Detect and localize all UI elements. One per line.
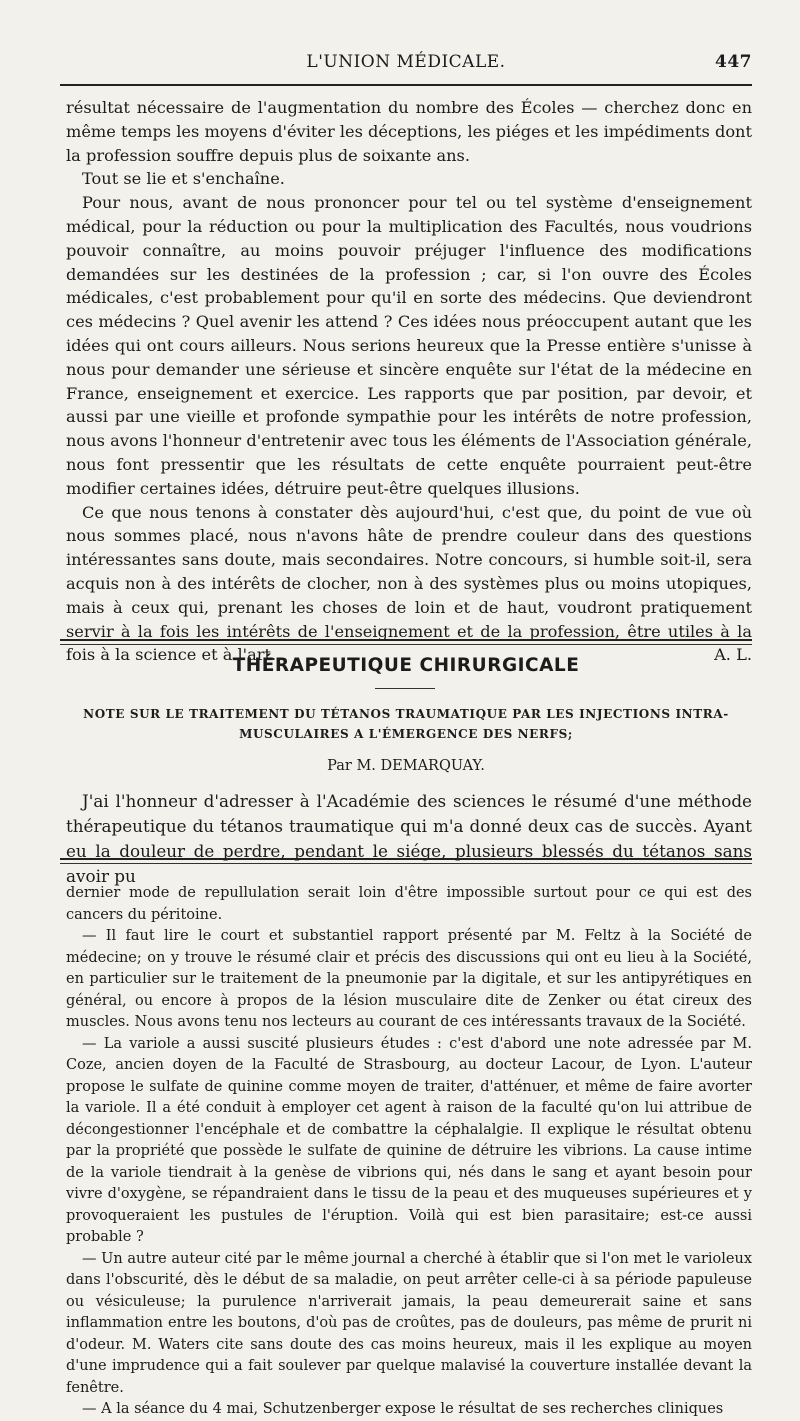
feuilleton-rule (60, 858, 752, 860)
paragraph (66, 501, 752, 668)
paragraph: résultat nécessaire de l'augmentation du nombre des Écoles — cherchez donc en même temps les moyens d'éviter les déceptions, les piéges et les impédiments dont la profession souffre depuis plus de soixante ans. (66, 98, 752, 165)
journal-title: L'UNION MÉDICALE. (306, 52, 506, 72)
paragraph: — Un autre auteur cité par le même journal a cherché à établir que si l'on met le varioleux dans l'obscurité, dès le début de sa maladie, on peut arrêter celle-ci à sa période papuleuse ou vésiculeuse; la purulence n'arriverait jamais, la peau demeurerait saine et sans inflammation entre les boutons, d'où pas de croûtes, pas de douleurs, pas même de prurit ni d'odeur. M. Waters cite sans doute des cas moins heureux, mais il les explique au moyen d'une imprudence qui a fait soulever par quelque malavisé la couverture installée devant la fenêtre. (66, 1250, 752, 1396)
paragraph: Pour nous, avant de nous prononcer pour tel ou tel système d'enseignement médical, pour la réduction ou pour la multiplication des Facultés, nous voudrions pouvoir connaître, au moins pouvoir préjuger l'influence des modifications demandées sur les destinées de la profession ; car, si l'on ouvre des Écoles médicales, c'est probablement pour qu'il en sorte des médecins. Que deviendront ces médecins ? Quel avenir les attend ? Ces idées nous préoccupent autant que les idées qui ont cours ailleurs. Nous serions heureux que la Presse entière s'unisse à nous pour demander une sérieuse et sincère enquête sur l'état de la médecine en France, enseignement et exercice. Les rapports que par position, par devoir, et aussi par une vieille et profonde sympathie pour les intérêts de notre profession, nous avons l'honneur d'entretenir avec tous les éléments de l'Association générale, nous font pressentir que les résultats de cette enquête pourraient peut-être modifier certaines idées, détruire peut-être quelques illusions. (66, 193, 752, 498)
paragraph: — Il faut lire le court et substantiel rapport présenté par M. Feltz à la Société de médecine; on y trouve le résumé clair et précis des discussions qui ont eu lieu à la Société, en particulier sur le traitement de la pneumonie par la digitale, et sur les antipyrétiques en général, ou encore à propos de la lésion musculaire dite de Zenker ou état cireux des muscles. Nous avons tenu nos lecteurs au courant de ces intéressants travaux de la Société. (66, 928, 752, 1030)
page-number: 447 (715, 52, 752, 72)
title-divider (375, 688, 435, 689)
article-title (60, 704, 752, 744)
paragraph: Tout se lie et s'enchaîne. (82, 169, 285, 189)
paragraph: — A la séance du 4 mai, Schutzenberger expose le résultat de ses recherches cliniques (82, 1401, 724, 1417)
section-rule-top (60, 639, 752, 641)
feuilleton-text (66, 883, 752, 1421)
author-byline: Par M. DEMARQUAY. (327, 758, 485, 774)
paragraph: — La variole a aussi suscité plusieurs études : c'est d'abord une note adressée par M. Coze, ancien doyen de la Faculté de Strasbourg, au docteur Lacour, de Lyon. L'auteur propose le sulfate de quinine comme moyen de traiter, d'atténuer, et même de faire avorter la variole. Il a été conduit à employer cet agent à raison de la faculté qu'on lui attribue de décongestionner l'encéphale et de combattre la céphalalgie. Il explique le résultat obtenu par la propriété que possède le sulfate de quinine de détruire les vibrions. La cause intime de la variole tiendrait à la genèse de vibrions qui, nés dans le sang et ayant besoin pour vivre d'oxygène, se répandraient dans le tissu de la peau et des muqueuses supérieures et y provoqueraient les pustules de l'éruption. Voilà qui est bien parasitaire; est-ce aussi probable ? (66, 1035, 752, 1245)
author-signature: A. L. (714, 645, 752, 665)
section-title: THÉRAPEUTIQUE CHIRURGICALE (232, 655, 580, 676)
header-rule (60, 84, 752, 86)
editorial-text (66, 96, 752, 667)
page-header (60, 48, 752, 78)
paragraph: dernier mode de repullulation serait loin d'être impossible surtout pour ce qui est des cancers du péritoine. (66, 885, 752, 923)
article-title-line-2: MUSCULAIRES A L'ÉMERGENCE DES NERFS; (239, 727, 573, 741)
article-title-line-1: NOTE SUR LE TRAITEMENT DU TÉTANOS TRAUMATIQUE PAR LES INJECTIONS INTRA- (83, 707, 729, 721)
paragraph-text: Ce que nous tenons à constater dès aujourd'hui, c'est que, du point de vue où nous sommes placé, nous n'avons hâte de prendre couleur dans des questions intéressantes sans doute, mais secondaires. Notre concours, si humble soit-il, sera acquis non à des intérêts de clocher, non à des systèmes plus ou moins utopiques, mais à ceux qui, prenant les choses de loin et de haut, voudront pratiquement servir à la fois les intérêts de l'enseignement et de la profession, être utiles à la fois à la science et à l'art. (66, 502, 752, 665)
article-intro (66, 789, 752, 889)
section-rule-top-thin (60, 644, 752, 645)
paragraph: J'ai l'honneur d'adresser à l'Académie des sciences le résumé d'une méthode thérapeutique du tétanos traumatique qui m'a donné deux cas de succès. Ayant eu la douleur de perdre, pendant le siége, plusieurs blessés du tétanos sans avoir pu (66, 791, 752, 886)
feuilleton-rule-thin (60, 863, 752, 864)
